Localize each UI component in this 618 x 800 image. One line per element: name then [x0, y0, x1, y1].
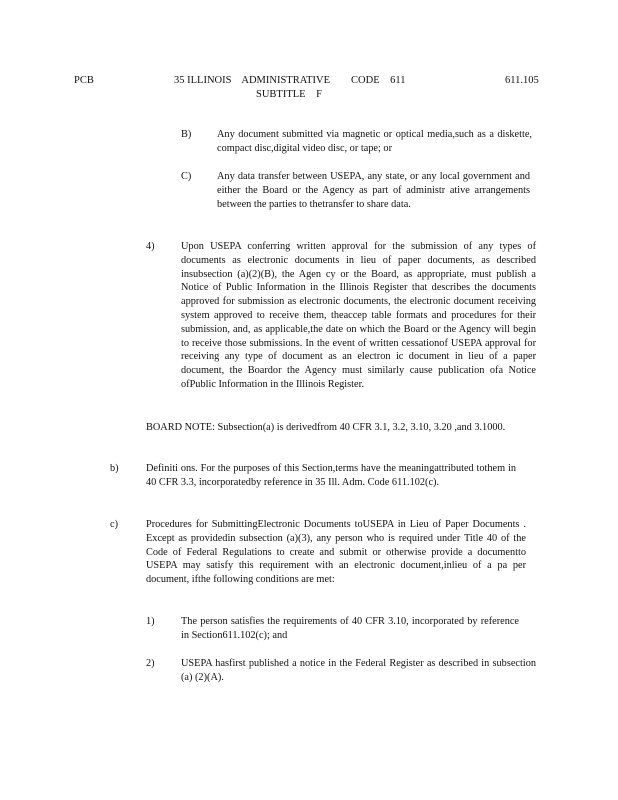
header-left: PCB: [74, 75, 94, 86]
item-label-b: B): [181, 129, 192, 140]
item-text-b: Any document submitted via magnetic or optical media,such as a diskette, compact disc,digital video disc, or tape; or: [217, 129, 532, 154]
item-label-4: 4): [146, 241, 155, 252]
item-label-c1: 1): [146, 616, 155, 627]
item-label-c-section: c): [110, 519, 118, 530]
item-text-c-section: Procedures for SubmittingElectronic Documents toUSEPA in Lieu of Paper Documents . Except as providedin subsection (a)(3), any person who is required under Title 40 of the Code of Federal Regulations to create and submit or otherwise provide a documentto USEPA may satisfy this requirement with an electronic document,inlieu of a pa per document, ifthe following conditions are met:: [146, 519, 526, 586]
header-center-line1: 35 ILLINOIS ADMINISTRATIVE CODE 611: [174, 75, 406, 86]
header-center-line2: SUBTITLE F: [256, 89, 322, 100]
board-note: BOARD NOTE: Subsection(a) is derivedfrom 40 CFR 3.1, 3.2, 3.10, 3.20 ,and 3.1000.: [146, 422, 506, 433]
item-text-c1: The person satisfies the requirements of 40 CFR 3.10, incorporated by reference in Section611.102(c); and: [181, 616, 519, 641]
item-text-b-section: Definiti ons. For the purposes of this Section,terms have the meaningattributed tothem in 40 CFR 3.3, incorporatedby reference in 35 Ill. Adm. Code 611.102(c).: [146, 463, 516, 488]
item-text-4: Upon USEPA conferring written approval for the submission of any types of documents as electronic documents in lieu of paper documents, as described insubsection (a)(2)(B), the Agen cy or the Board, as appropriate, must publish a Notice of Public Information in the Illinois Register that describes the documents approved for submission as electronic documents, the electronic document receiving system approved to receive them, theaccep table formats and procedures for their submission, and, as applicable,the date on which the Board or the Agency will begin to receive those submissions. In the event of written cessationof USEPA approval for receiving any type of document as an electron ic document in lieu of a paper document, the Boardor the Agency must similarly cause publication ofa Notice ofPublic Information in the Illinois Register.: [181, 241, 536, 390]
header-right: 611.105: [505, 75, 539, 86]
item-label-c: C): [181, 171, 192, 182]
item-label-b-section: b): [110, 463, 119, 474]
item-label-c2: 2): [146, 658, 155, 669]
item-text-c: Any data transfer between USEPA, any state, or any local government and either the Board or the Agency as part of administr ative arrangements between the parties to thetransfer to share data.: [217, 171, 530, 210]
item-text-c2: USEPA hasfirst published a notice in the Federal Register as described in subsection (a) (2)(A).: [181, 658, 536, 683]
